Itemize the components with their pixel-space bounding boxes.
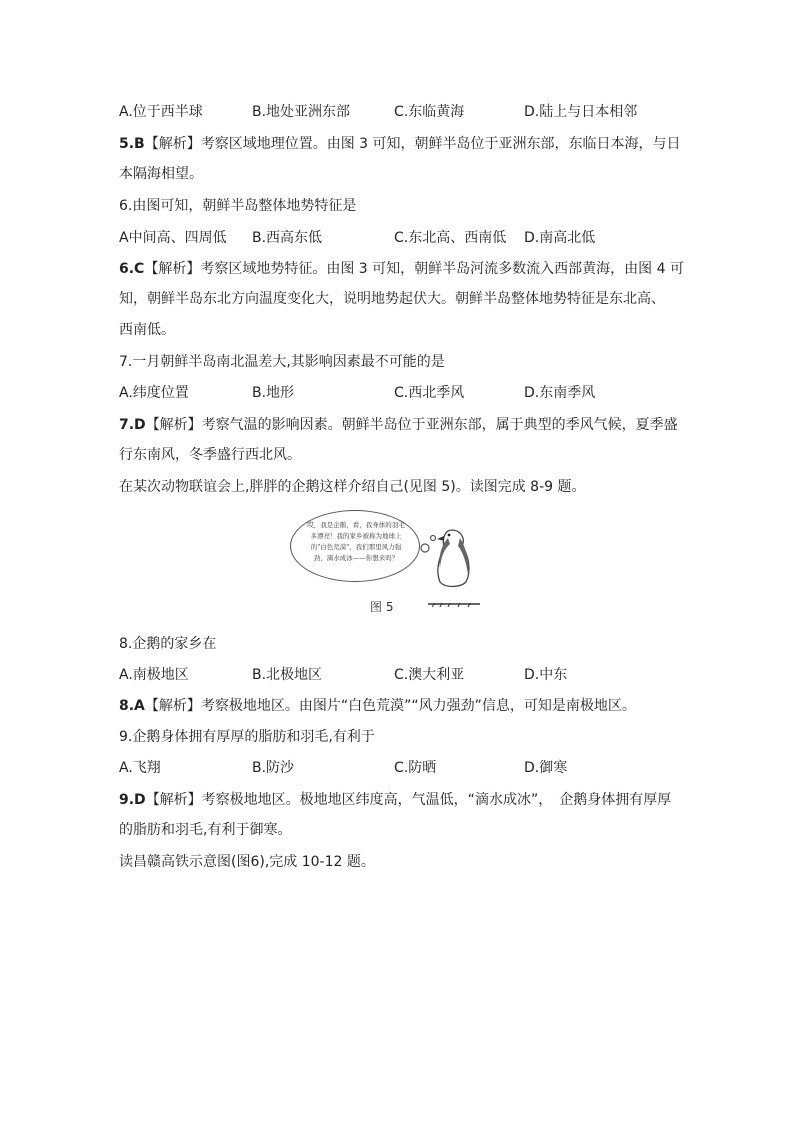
q5-option-a: A.位于西半球: [119, 104, 203, 120]
q7-option-a: A.纬度位置: [119, 385, 189, 401]
figure-5: [290, 508, 490, 618]
q9-option-b: B.防沙: [252, 760, 295, 776]
answer-5: [119, 134, 681, 154]
q6-option-a: A中间高、四周低: [119, 230, 227, 246]
q5-option-d: D.陆上与日本相邻: [524, 104, 638, 120]
answer-8: [119, 696, 636, 716]
intro-8-9: 在某次动物联谊会上,胖胖的企鹅这样介绍自己(见图 5)。读图完成 8-9 题。: [119, 479, 586, 495]
intro-10-12: 读昌赣高铁示意图(图6),完成 10-12 题。: [119, 854, 375, 870]
answer-7-text: 【解析】考察气温的影响因素。朝鲜半岛位于亚洲东部，属于典型的季风气候，夏季盛: [145, 417, 678, 433]
q9-option-a: A.飞翔: [119, 760, 161, 776]
q8-options: [119, 665, 679, 685]
answer-7: [119, 415, 678, 435]
question-6: 6.由图可知，朝鲜半岛整体地势特征是: [119, 198, 357, 214]
q7-options: [119, 383, 679, 403]
answer-9-text: 【解析】考察极地地区。极地地区纬度高，气温低，“滴水成冰”， 企鹅身体拥有厚厚: [145, 792, 672, 808]
answer-6-cont-2: 西南低。: [119, 322, 175, 338]
figure-5-caption: 图 5: [370, 600, 394, 614]
q7-option-c: C.西北季风: [394, 385, 465, 401]
answer-8-text: 【解析】考察极地地区。由图片“白色荒漠”“风力强劲”信息，可知是南极地区。: [144, 698, 636, 714]
q5-option-b: B.地处亚洲东部: [252, 104, 351, 120]
q6-options: [119, 228, 679, 248]
q7-option-d: D.东南季风: [524, 385, 596, 401]
question-7: 7.一月朝鲜半岛南北温差大,其影响因素最不可能的是: [119, 354, 445, 370]
q8-option-d: D.中东: [524, 667, 568, 683]
answer-7-label: 7.D: [119, 417, 146, 433]
answer-8-label: 8.A: [119, 698, 145, 714]
q9-options: [119, 758, 679, 778]
answer-6-label: 6.C: [119, 261, 145, 277]
speech-bubble-text: 哎，我是企鹅，看，我身体的羽毛多漂亮！我的家乡被称为地球上的"白色荒漠"，我们那里风力强劲，滴水成冰——你想来吗？: [307, 521, 405, 562]
q7-option-b: B.地形: [252, 385, 295, 401]
answer-5-cont: 本隔海相望。: [119, 166, 203, 182]
answer-9-label: 9.D: [119, 792, 146, 808]
answer-5-label: 5.B: [119, 136, 145, 152]
q6-option-b: B.西高东低: [252, 230, 323, 246]
answer-6-text: 【解析】考察区域地势特征。由图 3 可知，朝鲜半岛河流多数流入西部黄海，由图 4 可: [144, 261, 684, 277]
answer-9: [119, 790, 671, 810]
q8-option-c: C.澳大利亚: [394, 667, 465, 683]
q5-option-c: C.东临黄海: [394, 104, 465, 120]
answer-9-cont: 的脂肪和羽毛,有利于御寒。: [119, 822, 292, 838]
question-9: 9.企鹅身体拥有厚厚的脂肪和羽毛,有利于: [119, 729, 375, 745]
q9-option-d: D.御寒: [524, 760, 568, 776]
q8-option-a: A.南极地区: [119, 667, 189, 683]
q6-option-d: D.南高北低: [524, 230, 596, 246]
answer-7-cont: 行东南风，冬季盛行西北风。: [119, 447, 301, 463]
q5-options: [119, 102, 679, 122]
question-8: 8.企鹅的家乡在: [119, 636, 217, 652]
answer-6: [119, 259, 684, 279]
q9-option-c: C.防晒: [394, 760, 437, 776]
q6-option-c: C.东北高、西南低: [394, 230, 507, 246]
answer-5-text: 【解析】考察区域地理位置。由图 3 可知，朝鲜半岛位于亚洲东部，东临日本海，与日: [144, 136, 681, 152]
q8-option-b: B.北极地区: [252, 667, 323, 683]
answer-6-cont-1: 知，朝鲜半岛东北方向温度变化大，说明地势起伏大。朝鲜半岛整体地势特征是东北高、: [119, 291, 665, 307]
